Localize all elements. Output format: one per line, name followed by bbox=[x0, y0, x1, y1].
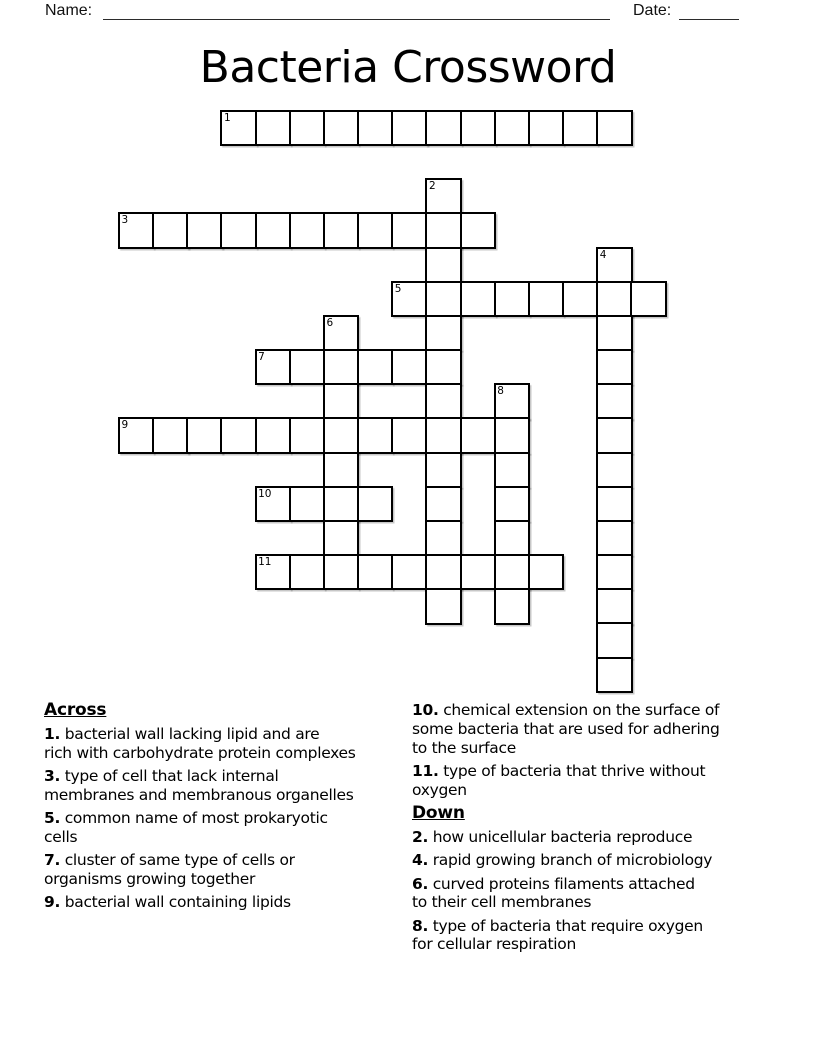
cell-number: 2 bbox=[428, 180, 436, 193]
crossword-grid bbox=[118, 110, 678, 710]
grid-cell-r13c12 bbox=[528, 554, 564, 590]
clue-text-line: 4. rapid growing branch of microbiology bbox=[412, 851, 713, 870]
grid-cell-r0c9 bbox=[425, 110, 461, 146]
grid-cell-r9c14 bbox=[596, 417, 632, 453]
grid-cell-r0c10 bbox=[460, 110, 496, 146]
clue-text-line: 1. bacterial wall lacking lipid and are bbox=[44, 725, 320, 743]
clue-number: 4. bbox=[412, 851, 429, 870]
cell-number: 3 bbox=[121, 214, 129, 227]
grid-cell-r5c8 bbox=[391, 281, 427, 317]
grid-cell-r13c8 bbox=[391, 554, 427, 590]
grid-cell-r7c5 bbox=[289, 349, 325, 385]
clue-text-line: to the surface bbox=[412, 738, 516, 757]
grid-cell-r0c14 bbox=[596, 110, 632, 146]
grid-cell-r3c8 bbox=[391, 212, 427, 248]
clue-text-line: 3. type of cell that lack internal bbox=[44, 767, 279, 786]
name-blank-line bbox=[103, 19, 610, 20]
grid-cell-r11c14 bbox=[596, 486, 632, 522]
grid-cell-r5c12 bbox=[528, 281, 564, 317]
grid-cell-r8c6 bbox=[323, 383, 359, 419]
clue-section-heading-down: Down bbox=[412, 802, 465, 823]
grid-cell-r14c14 bbox=[596, 588, 632, 624]
clue-item-8 bbox=[412, 917, 784, 955]
grid-cell-r13c14 bbox=[596, 554, 632, 590]
clue-item-11 bbox=[412, 762, 784, 800]
grid-cell-r0c4 bbox=[255, 110, 291, 146]
grid-cell-r3c3 bbox=[220, 212, 256, 248]
cell-number: 6 bbox=[326, 316, 334, 329]
clue-text-line: membranes and membranous organelles bbox=[44, 785, 354, 804]
clue-item-9 bbox=[44, 893, 410, 912]
grid-cell-r3c6 bbox=[323, 212, 359, 248]
page-title: Bacteria Crossword bbox=[199, 42, 617, 93]
grid-cell-r6c6 bbox=[323, 315, 359, 351]
clue-text-line: for cellular respiration bbox=[412, 935, 576, 954]
grid-cell-r13c6 bbox=[323, 554, 359, 590]
grid-cell-r11c11 bbox=[494, 486, 530, 522]
grid-cell-r12c9 bbox=[425, 520, 461, 556]
grid-cell-r5c10 bbox=[460, 281, 496, 317]
clue-text-line: to their cell membranes bbox=[412, 893, 592, 912]
grid-cell-r13c5 bbox=[289, 554, 325, 590]
clue-text-line: 8. type of bacteria that require oxygen bbox=[412, 916, 703, 935]
clue-item-6 bbox=[412, 875, 784, 913]
grid-cell-r3c4 bbox=[255, 212, 291, 248]
cell-number: 7 bbox=[258, 351, 265, 364]
grid-cell-r12c11 bbox=[494, 520, 530, 556]
date-label: Date: bbox=[633, 2, 672, 19]
grid-cell-r13c11 bbox=[494, 554, 530, 590]
grid-cell-r9c3 bbox=[220, 417, 256, 453]
grid-cell-r7c8 bbox=[391, 349, 427, 385]
grid-cell-r9c4 bbox=[255, 417, 291, 453]
grid-cell-r7c9 bbox=[425, 349, 461, 385]
grid-cell-r9c8 bbox=[391, 417, 427, 453]
clue-number: 1. bbox=[44, 725, 61, 743]
grid-cell-r13c7 bbox=[357, 554, 393, 590]
grid-cell-r0c6 bbox=[323, 110, 359, 146]
grid-cell-r5c13 bbox=[562, 281, 598, 317]
clue-number: 5. bbox=[44, 809, 61, 828]
grid-cell-r3c1 bbox=[152, 212, 188, 248]
grid-cell-r6c14 bbox=[596, 315, 632, 351]
grid-cell-r9c9 bbox=[425, 417, 461, 453]
clue-text-line: 2. how unicellular bacteria reproduce bbox=[412, 827, 693, 846]
clue-item-2 bbox=[412, 828, 784, 847]
grid-cell-r2c9 bbox=[425, 178, 461, 214]
clue-text-line: oxygen bbox=[412, 780, 467, 799]
grid-cell-r0c5 bbox=[289, 110, 325, 146]
clue-text-line: cells bbox=[44, 827, 78, 846]
cell-number: 5 bbox=[394, 282, 402, 295]
grid-cell-r10c14 bbox=[596, 452, 632, 488]
grid-cell-r7c7 bbox=[357, 349, 393, 385]
grid-cell-r7c4 bbox=[255, 349, 291, 385]
grid-cell-r0c7 bbox=[357, 110, 393, 146]
grid-cell-r3c9 bbox=[425, 212, 461, 248]
grid-cell-r0c3 bbox=[220, 110, 256, 146]
grid-cell-r9c10 bbox=[460, 417, 496, 453]
grid-cell-r5c11 bbox=[494, 281, 530, 317]
grid-cell-r5c14 bbox=[596, 281, 632, 317]
grid-cell-r11c7 bbox=[357, 486, 393, 522]
grid-cell-r4c9 bbox=[425, 247, 461, 283]
grid-cell-r9c5 bbox=[289, 417, 325, 453]
clue-number: 10. bbox=[412, 701, 439, 719]
cell-number: 11 bbox=[258, 556, 272, 569]
grid-cell-r10c6 bbox=[323, 452, 359, 488]
grid-cell-r11c4 bbox=[255, 486, 291, 522]
clue-text-line: 10. chemical extension on the surface of bbox=[412, 701, 720, 719]
name-label: Name: bbox=[45, 2, 93, 19]
grid-cell-r11c5 bbox=[289, 486, 325, 522]
clue-text-line: 11. type of bacteria that thrive without bbox=[412, 761, 706, 780]
grid-cell-r12c14 bbox=[596, 520, 632, 556]
grid-cell-r16c14 bbox=[596, 657, 632, 693]
grid-cell-r8c14 bbox=[596, 383, 632, 419]
clue-item-10 bbox=[412, 701, 784, 757]
grid-cell-r3c7 bbox=[357, 212, 393, 248]
grid-cell-r15c14 bbox=[596, 622, 632, 658]
grid-cell-r9c11 bbox=[494, 417, 530, 453]
grid-cell-r9c0 bbox=[118, 417, 154, 453]
cell-number: 4 bbox=[599, 248, 607, 261]
clue-item-5 bbox=[44, 809, 410, 847]
grid-cell-r8c11 bbox=[494, 383, 530, 419]
grid-cell-r5c15 bbox=[630, 281, 666, 317]
grid-cell-r9c2 bbox=[186, 417, 222, 453]
clue-text-line: 7. cluster of same type of cells or bbox=[44, 851, 295, 870]
grid-cell-r8c9 bbox=[425, 383, 461, 419]
clue-item-3 bbox=[44, 767, 410, 805]
grid-cell-r13c10 bbox=[460, 554, 496, 590]
date-blank-line bbox=[679, 19, 739, 20]
grid-cell-r14c11 bbox=[494, 588, 530, 624]
grid-cell-r9c7 bbox=[357, 417, 393, 453]
clue-item-1 bbox=[44, 725, 410, 763]
clues-column-right bbox=[412, 701, 784, 959]
grid-cell-r13c4 bbox=[255, 554, 291, 590]
grid-cell-r0c11 bbox=[494, 110, 530, 146]
clue-text-line: rich with carbohydrate protein complexes bbox=[44, 743, 356, 762]
grid-cell-r3c5 bbox=[289, 212, 325, 248]
grid-cell-r11c9 bbox=[425, 486, 461, 522]
grid-cell-r10c9 bbox=[425, 452, 461, 488]
cell-number: 10 bbox=[258, 487, 272, 500]
grid-cell-r7c14 bbox=[596, 349, 632, 385]
cell-number: 1 bbox=[223, 112, 231, 124]
grid-cell-r11c6 bbox=[323, 486, 359, 522]
grid-cell-r13c9 bbox=[425, 554, 461, 590]
grid-cell-r9c6 bbox=[323, 417, 359, 453]
clue-text-line: 9. bacterial wall containing lipids bbox=[44, 893, 291, 912]
clue-number: 9. bbox=[44, 893, 61, 912]
cell-number: 9 bbox=[121, 419, 129, 432]
grid-cell-r12c6 bbox=[323, 520, 359, 556]
clues-column-left bbox=[44, 701, 410, 917]
clue-number: 6. bbox=[412, 874, 429, 893]
grid-cell-r6c9 bbox=[425, 315, 461, 351]
grid-cell-r4c14 bbox=[596, 247, 632, 283]
clue-number: 7. bbox=[44, 851, 61, 870]
grid-cell-r3c2 bbox=[186, 212, 222, 248]
grid-cell-r5c9 bbox=[425, 281, 461, 317]
grid-cell-r14c9 bbox=[425, 588, 461, 624]
clue-number: 11. bbox=[412, 761, 439, 780]
grid-cell-r3c0 bbox=[118, 212, 154, 248]
clue-number: 8. bbox=[412, 916, 429, 935]
clue-item-7 bbox=[44, 851, 410, 889]
grid-cell-r7c6 bbox=[323, 349, 359, 385]
clue-number: 3. bbox=[44, 767, 61, 786]
clue-text-line: 6. curved proteins filaments attached bbox=[412, 874, 695, 893]
clue-text-line: some bacteria that are used for adhering bbox=[412, 719, 720, 738]
grid-cell-r0c8 bbox=[391, 110, 427, 146]
clue-number: 2. bbox=[412, 827, 429, 846]
grid-cell-r10c11 bbox=[494, 452, 530, 488]
clue-text-line: 5. common name of most prokaryotic bbox=[44, 809, 328, 828]
grid-cell-r0c12 bbox=[528, 110, 564, 146]
clue-item-4 bbox=[412, 851, 784, 870]
grid-cell-r3c10 bbox=[460, 212, 496, 248]
clue-section-heading-across: Across bbox=[44, 700, 107, 720]
clue-text-line: organisms growing together bbox=[44, 870, 256, 889]
cell-number: 8 bbox=[497, 385, 504, 398]
grid-cell-r0c13 bbox=[562, 110, 598, 146]
grid-cell-r9c1 bbox=[152, 417, 188, 453]
